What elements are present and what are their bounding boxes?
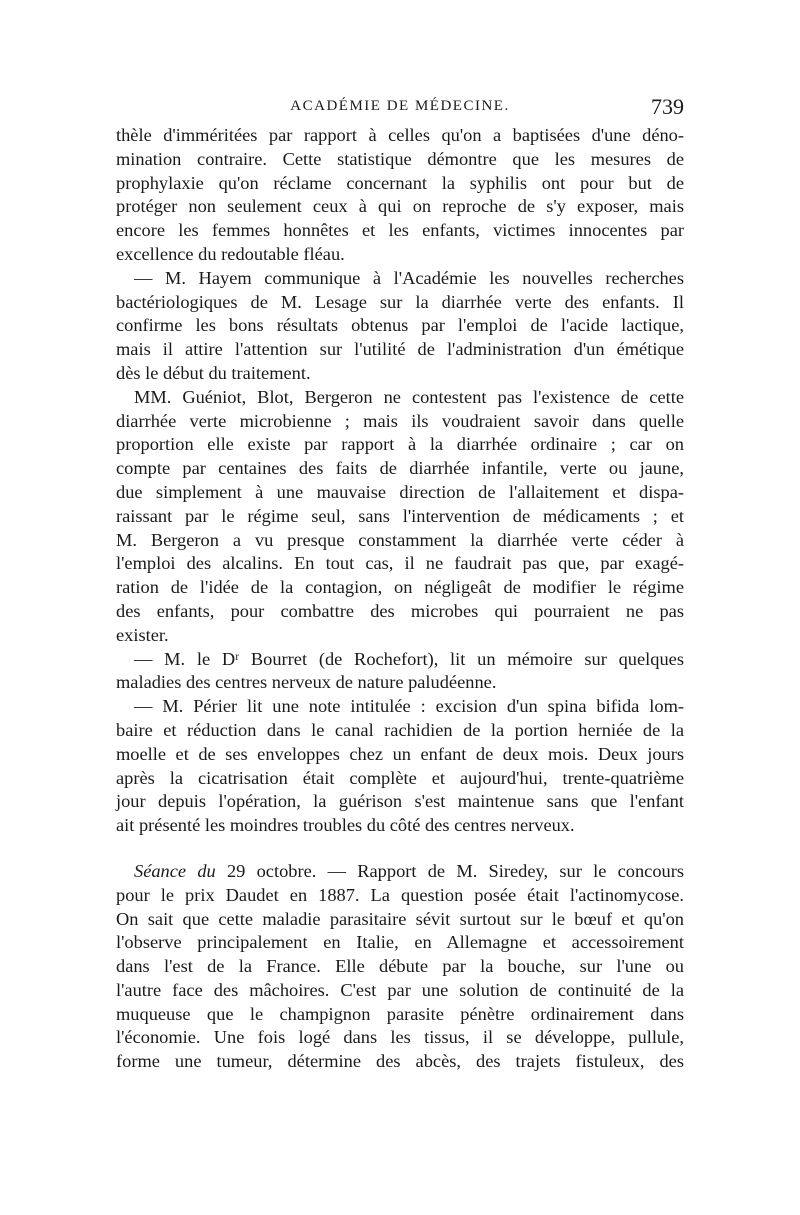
text-line: exister. xyxy=(116,624,169,645)
text-line: due simplement à une mauvaise direction de l'allaitement et dispa- xyxy=(116,481,684,502)
body-text xyxy=(116,124,684,1074)
text-line: moelle et de ses enveloppes chez un enfant de deux mois. Deux jours xyxy=(116,743,684,764)
text-line: maladies des centres nerveux de nature paludéenne. xyxy=(116,672,497,693)
text-line: mais il attire l'attention sur l'utilité de l'administration d'un émétique xyxy=(116,339,684,360)
text-line: dès le début du traitement. xyxy=(116,362,311,383)
text-line: forme une tumeur, détermine des abcès, des trajets fistuleux, des xyxy=(116,1051,684,1072)
text-line: baire et réduction dans le canal rachidien de la portion herniée de la xyxy=(116,719,684,740)
text-line: M. Bergeron a vu presque constamment la diarrhée verte céder à xyxy=(116,529,684,550)
text-line: après la cicatrisation était complète et aujourd'hui, trente-quatrième xyxy=(116,767,684,788)
text-line: ration de l'idée de la contagion, on négligeât de modifier le régime xyxy=(116,577,684,598)
text-line: prophylaxie qu'on réclame concernant la syphilis ont pour but de xyxy=(116,172,684,193)
text-line: mination contraire. Cette statistique démontre que les mesures de xyxy=(116,148,684,169)
text-line: protéger non seulement ceux à qui on reproche de s'y exposer, mais xyxy=(116,196,684,217)
seance-label: Séance du xyxy=(134,860,216,881)
text-line: l'économie. Une fois logé dans les tissus, il se développe, pullule, xyxy=(116,1027,684,1048)
text-line: l'autre face des mâchoires. C'est par une solution de continuité de la xyxy=(116,979,684,1000)
text-line: encore les femmes honnêtes et les enfants, victimes innocentes par xyxy=(116,220,684,241)
running-title: ACADÉMIE DE MÉDECINE. xyxy=(290,98,510,114)
text-line: On sait que cette maladie parasitaire sévit surtout sur le bœuf et qu'on xyxy=(116,908,684,929)
text-line: bactériologiques de M. Lesage sur la diarrhée verte des enfants. Il xyxy=(116,291,684,312)
text-line: thèle d'imméritées par rapport à celles qu'on a baptisées d'une déno- xyxy=(116,125,684,145)
seance-first-line: — Rapport de M. Siredey, sur le concours xyxy=(327,860,684,881)
text-line: des enfants, pour combattre des microbes qui pourraient ne pas xyxy=(116,600,684,621)
text-line: MM. Guéniot, Blot, Bergeron ne contestent pas l'existence de cette xyxy=(134,386,684,407)
text-line: proportion elle existe par rapport à la diarrhée ordinaire ; car on xyxy=(116,434,684,455)
page-number: 739 xyxy=(651,94,684,119)
section-gap xyxy=(116,838,684,860)
text-line: — M. Périer lit une note intitulée : excision d'un spina bifida lom- xyxy=(134,696,684,717)
text-line: excellence du redoutable fléau. xyxy=(116,243,345,264)
text-line: pour le prix Daudet en 1887. La question posée était l'actinomycose. xyxy=(116,884,684,905)
seance-heading-line xyxy=(116,860,684,884)
text-line: muqueuse que le champignon parasite pénètre ordinairement dans xyxy=(116,1003,684,1024)
text-line: diarrhée verte microbienne ; mais ils voudraient savoir dans quelle xyxy=(116,410,684,431)
text-line: jour depuis l'opération, la guérison s'est maintenue sans que l'enfant xyxy=(116,791,684,812)
text-line: dans l'est de la France. Elle débute par la bouche, sur l'une ou xyxy=(116,956,684,977)
seance-date: 29 octobre. xyxy=(226,860,317,881)
text-line: l'emploi des alcalins. En tout cas, il ne faudrait pas que, par exagé- xyxy=(116,553,684,574)
text-line: compte par centaines des faits de diarrhée infantile, verte ou jaune, xyxy=(116,458,684,479)
text-line: confirme les bons résultats obtenus par l'emploi de l'acide lactique, xyxy=(116,315,684,336)
text-line: — M. le Dʳ Bourret (de Rochefort), lit un mémoire sur quelques xyxy=(134,648,684,669)
text-line: raissant par le régime seul, sans l'intervention de médicaments ; et xyxy=(116,505,684,526)
running-head xyxy=(116,94,684,124)
text-line: ait présenté les moindres troubles du côté des centres nerveux. xyxy=(116,815,575,836)
text-line: — M. Hayem communique à l'Académie les nouvelles recherches xyxy=(134,267,684,288)
text-line: l'observe principalement en Italie, en Allemagne et accessoirement xyxy=(116,932,684,953)
